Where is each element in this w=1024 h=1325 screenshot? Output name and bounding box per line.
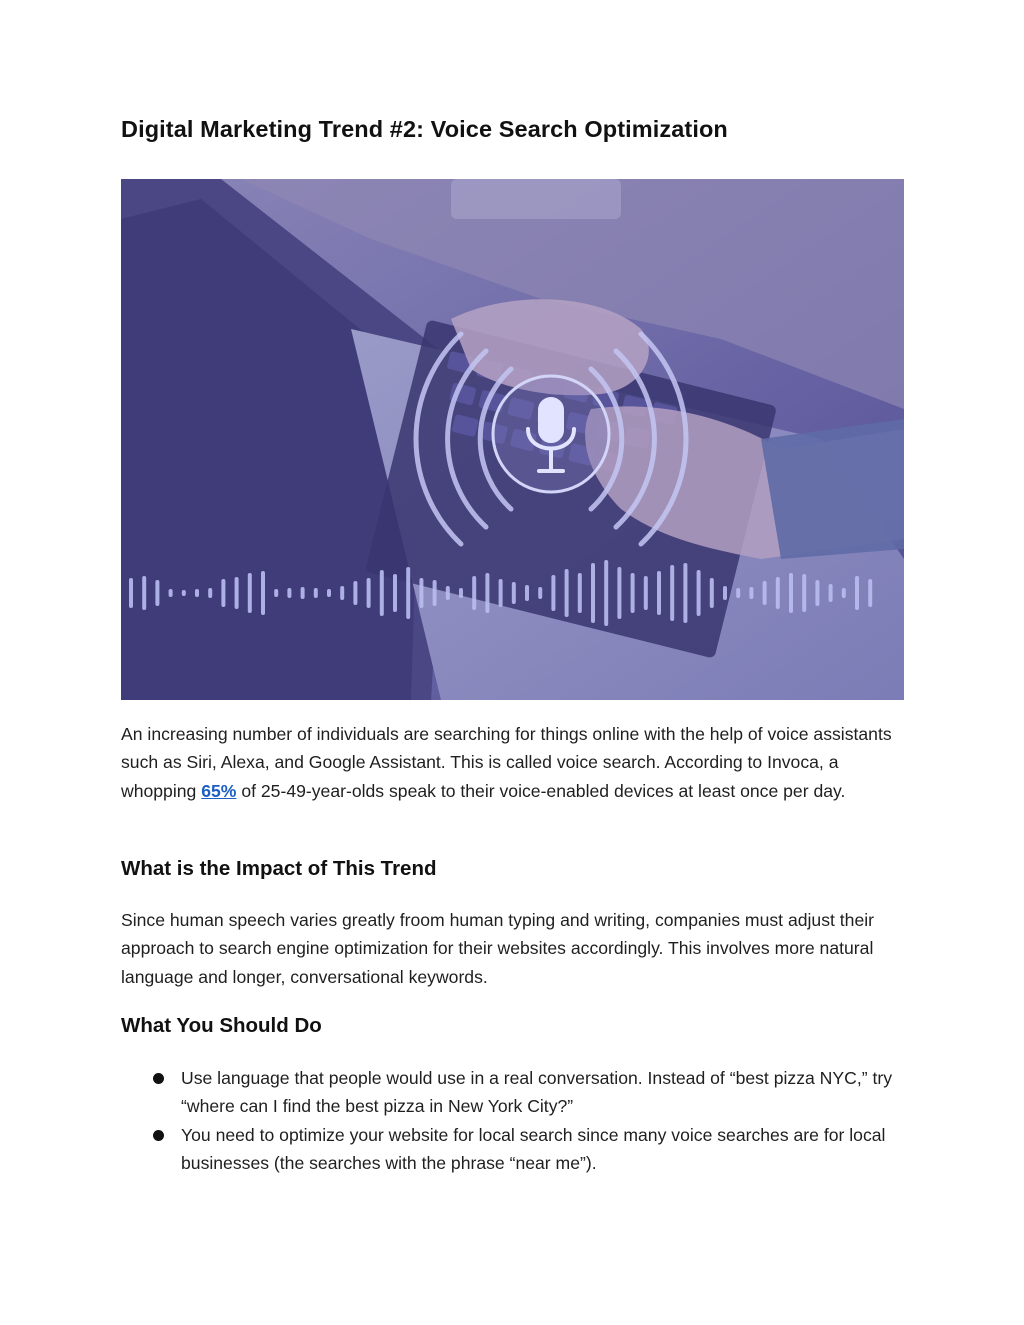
waveform-bar <box>129 578 133 608</box>
waveform-bar <box>472 576 476 610</box>
waveform-bar <box>842 588 846 598</box>
waveform-bar <box>169 589 173 597</box>
waveform-bar <box>525 585 529 601</box>
waveform-bar <box>314 588 318 598</box>
waveform-bar <box>565 569 569 617</box>
waveform-bar <box>657 571 661 615</box>
waveform-bar <box>591 563 595 623</box>
list-item <box>121 1121 911 1178</box>
list-item <box>121 1064 911 1121</box>
voice-search-illustration <box>121 179 904 700</box>
list-item-text: Use language that people would use in a real conversation. Instead of “best pizza NYC,” try “where can I find the best pizza in New York City?” <box>181 1068 892 1117</box>
waveform-bar <box>604 560 608 626</box>
waveform-bar <box>221 579 225 607</box>
waveform-bar <box>644 576 648 610</box>
todo-list <box>121 1064 911 1178</box>
waveform-bar <box>208 588 212 598</box>
waveform-bar <box>380 570 384 616</box>
waveform-bar <box>578 573 582 613</box>
impact-heading: What is the Impact of This Trend <box>121 857 437 880</box>
intro-text-start: An increasing number of individuals are searching for things online with the help of voice assistants such as Siri, Alexa, and Google Assistant. This is called voice search. According to Invoca, a whopping <box>121 724 892 801</box>
waveform-bar <box>485 573 489 613</box>
waveform-bar <box>406 567 410 619</box>
waveform-bar <box>248 573 252 613</box>
waveform-bar <box>155 580 159 606</box>
waveform-bar <box>446 586 450 600</box>
waveform-bar <box>789 573 793 613</box>
waveform-bar <box>670 565 674 621</box>
waveform-bar <box>829 584 833 602</box>
waveform-bar <box>393 574 397 612</box>
waveform-bar <box>683 563 687 623</box>
waveform-bar <box>723 586 727 600</box>
waveform-bar <box>697 570 701 616</box>
waveform-bar <box>763 581 767 605</box>
waveform-bar <box>327 589 331 597</box>
waveform-bar <box>261 571 265 615</box>
list-item-text: You need to optimize your website for local search since many voice searches are for local businesses (the searches with the phrase “near me”). <box>181 1124 886 1174</box>
waveform-bar <box>868 579 872 607</box>
waveform-bar <box>142 576 146 610</box>
waveform-bar <box>459 588 463 598</box>
waveform-bar <box>499 579 503 607</box>
waveform-bar <box>235 577 239 609</box>
waveform-bar <box>353 581 357 605</box>
bullet-icon <box>153 1073 164 1084</box>
waveform-bar <box>631 573 635 613</box>
stat-link-65-percent[interactable]: 65% <box>201 780 237 801</box>
waveform-bar <box>855 576 859 610</box>
intro-text-end: of 25-49-year-olds speak to their voice-enabled devices at least once per day. <box>236 780 846 801</box>
waveform-bar <box>617 567 621 619</box>
waveform-bar <box>287 588 291 598</box>
waveform-bar <box>736 588 740 598</box>
waveform-bar <box>433 580 437 606</box>
waveform-bar <box>710 578 714 608</box>
waveform-bar <box>815 580 819 606</box>
waveform-bar <box>367 578 371 608</box>
waveform-bar <box>182 590 186 596</box>
intro-paragraph <box>121 720 911 805</box>
bullet-icon <box>153 1130 164 1141</box>
waveform-bar <box>512 582 516 604</box>
waveform-bar <box>538 587 542 599</box>
waveform-bar <box>419 578 423 608</box>
waveform-bar <box>301 587 305 599</box>
todo-heading: What You Should Do <box>121 1014 322 1037</box>
page-title: Digital Marketing Trend #2: Voice Search Optimization <box>121 116 728 142</box>
waveform-bar <box>195 589 199 597</box>
waveform-bar <box>340 586 344 600</box>
waveform-bar <box>749 587 753 599</box>
hero-image <box>121 179 904 700</box>
waveform-bar <box>776 577 780 609</box>
impact-paragraph: Since human speech varies greatly froom human typing and writing, companies must adjust their approach to search engine optimization for their websites accordingly. This involves more natural language and longer, conversational keywords. <box>121 910 875 987</box>
waveform-bar <box>802 574 806 612</box>
waveform-bar <box>274 589 278 597</box>
waveform-bar <box>551 575 555 611</box>
